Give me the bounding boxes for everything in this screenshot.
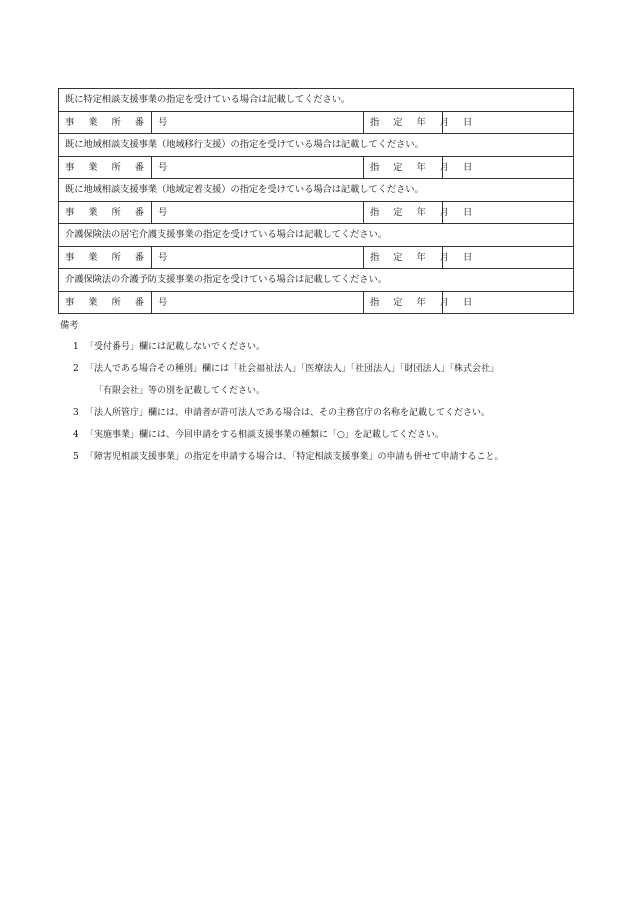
office-number-field[interactable] bbox=[152, 291, 364, 314]
office-number-label: 事 業 所 番 号 bbox=[59, 201, 152, 224]
remark-continuation: 「有限会社」等の別を記載してください。 bbox=[94, 386, 266, 396]
section-heading-row bbox=[59, 224, 574, 247]
remark-note bbox=[73, 340, 265, 354]
section-heading: 既に地域相談支援事業（地域定着支援）の指定を受けている場合は記載してください。 bbox=[59, 179, 574, 202]
designation-date-label: 指 定 年 月 日 bbox=[364, 156, 443, 179]
office-number-field[interactable] bbox=[152, 246, 364, 269]
remark-number: 4 bbox=[73, 430, 79, 440]
remark-number: 3 bbox=[73, 408, 79, 418]
section-field-row bbox=[59, 156, 574, 179]
remark-note bbox=[73, 450, 504, 464]
office-number-field[interactable] bbox=[152, 156, 364, 179]
section-heading: 既に地域相談支援事業（地域移行支援）の指定を受けている場合は記載してください。 bbox=[59, 134, 574, 157]
section-heading-row bbox=[59, 179, 574, 202]
remark-number: 1 bbox=[73, 342, 79, 352]
remark-text: 「法人である場合その種別」欄には「社会福祉法人」「医療法人」「社団法人」「財団法人」「株式会社」 bbox=[85, 364, 500, 374]
office-number-field[interactable] bbox=[152, 201, 364, 224]
designation-date-label: 指 定 年 月 日 bbox=[364, 201, 443, 224]
remark-note bbox=[73, 428, 444, 442]
remark-text: 「法人所管庁」欄には、申請者が許可法人である場合は、その主務官庁の名称を記載してください。 bbox=[85, 408, 491, 418]
office-number-label: 事 業 所 番 号 bbox=[59, 246, 152, 269]
remarks-title: 備考 bbox=[60, 320, 79, 331]
office-number-field[interactable] bbox=[152, 111, 364, 134]
office-number-label: 事 業 所 番 号 bbox=[59, 291, 152, 314]
office-number-label: 事 業 所 番 号 bbox=[59, 156, 152, 179]
remark-number: 5 bbox=[73, 452, 79, 462]
remark-text: 「障害児相談支援事業」の指定を申請する場合は、「特定相談支援事業」の申請も併せて申請すること。 bbox=[85, 452, 504, 462]
remark-text: 「実施事業」欄には、今回申請をする相談支援事業の種類に「○」を記載してください。 bbox=[85, 430, 444, 440]
section-field-row bbox=[59, 291, 574, 314]
remark-number: 2 bbox=[73, 364, 79, 374]
designation-date-label: 指 定 年 月 日 bbox=[364, 291, 443, 314]
office-number-label: 事 業 所 番 号 bbox=[59, 111, 152, 134]
designation-info-table bbox=[58, 88, 574, 314]
section-heading-row bbox=[59, 269, 574, 292]
designation-date-label: 指 定 年 月 日 bbox=[364, 111, 443, 134]
remark-text: 「受付番号」欄には記載しないでください。 bbox=[85, 342, 266, 352]
section-field-row bbox=[59, 111, 574, 134]
designation-date-label: 指 定 年 月 日 bbox=[364, 246, 443, 269]
remark-note bbox=[73, 406, 490, 420]
section-heading-row bbox=[59, 89, 574, 112]
section-field-row bbox=[59, 201, 574, 224]
section-heading: 介護保険法の介護予防支援事業の指定を受けている場合は記載してください。 bbox=[59, 269, 574, 292]
section-field-row bbox=[59, 246, 574, 269]
remark-note bbox=[73, 362, 499, 376]
section-heading-row bbox=[59, 134, 574, 157]
section-heading: 既に特定相談支援事業の指定を受けている場合は記載してください。 bbox=[59, 89, 574, 112]
section-heading: 介護保険法の居宅介護支援事業の指定を受けている場合は記載してください。 bbox=[59, 224, 574, 247]
